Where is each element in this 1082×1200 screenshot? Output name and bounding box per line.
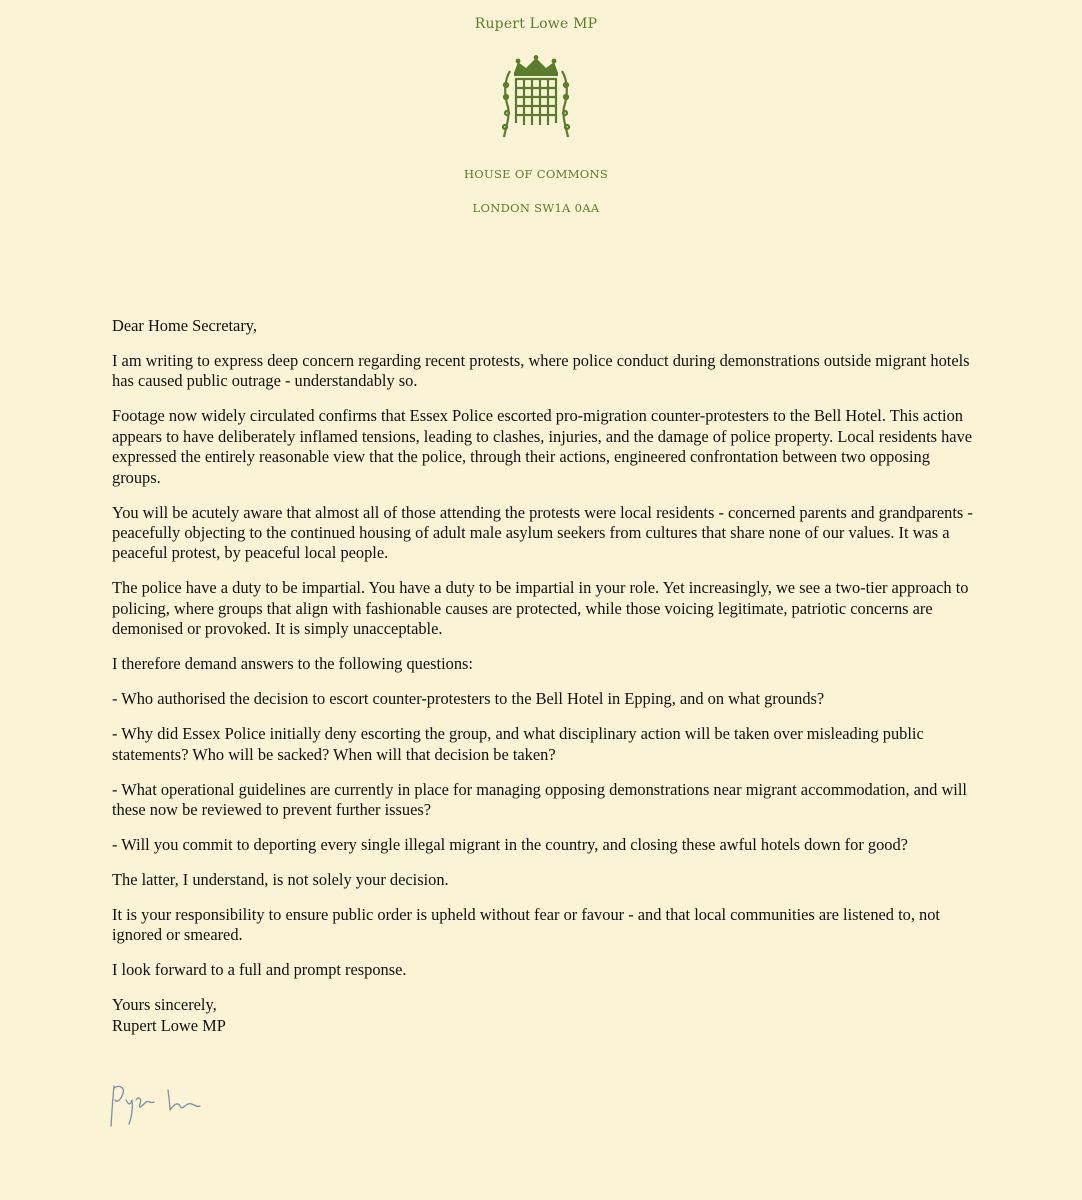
paragraph: The latter, I understand, is not solely your decision. [112, 870, 449, 890]
question-item: - Who authorised the decision to escort counter-protesters to the Bell Hotel in Epping, and on what grounds? [112, 689, 825, 709]
signatory-name: Rupert Lowe MP [112, 1015, 226, 1035]
paragraph: I am writing to express deep concern regarding recent protests, where police conduct during demonstrations outside migrant hotels has caused public outrage - understandably so. [112, 351, 970, 391]
portcullis-icon [500, 55, 572, 141]
paragraph: The police have a duty to be impartial. You have a duty to be impartial in your role. Yet increasingly, we see a two-tier approach to policing, where groups that align with fashionable causes are protected, while those voicing legitimate, patriotic concerns are demonised or provoked. It is simply unacceptable. [112, 578, 969, 639]
handwritten-signature [102, 1072, 222, 1144]
letter-body [112, 316, 982, 1036]
question-item: - Why did Essex Police initially deny escorting the group, and what disciplinary action will be taken over misleading public statements? Who will be sacked? When will that decision be taken? [112, 724, 924, 764]
closing: Yours sincerely, [112, 995, 217, 1015]
paragraph: You will be acutely aware that almost all of those attending the protests were local residents - concerned parents and grandparents - peacefully objecting to the continued housing of adult male asylum seekers from cultures that share none of our values. It was a peaceful protest, by peaceful local people. [112, 502, 973, 563]
closing-block [112, 995, 982, 1036]
paragraph: Footage now widely circulated confirms that Essex Police escorted pro-migration counter-protesters to the Bell Hotel. This action appears to have deliberately inflamed tensions, leading to clashes, injuries, and the damage of police property. Local residents have expressed the entirely reasonable view that the police, through their actions, engineered confrontation between two opposing groups. [112, 406, 973, 487]
letterhead-address: LONDON SW1A 0AA [472, 201, 600, 215]
paragraph: I look forward to a full and prompt response. [112, 960, 407, 980]
letterhead-name: Rupert Lowe MP [474, 16, 598, 32]
question-item: - Will you commit to deporting every single illegal migrant in the country, and closing these awful hotels down for good? [112, 835, 908, 855]
paragraph: It is your responsibility to ensure public order is upheld without fear or favour - and that local communities are listened to, not ignored or smeared. [112, 905, 940, 945]
paragraph: I therefore demand answers to the following questions: [112, 654, 473, 674]
salutation: Dear Home Secretary, [112, 316, 258, 335]
question-item: - What operational guidelines are currently in place for managing opposing demonstrations near migrant accommodation, and will these now be reviewed to prevent further issues? [112, 779, 967, 820]
letterhead-institution: HOUSE OF COMMONS [463, 167, 609, 181]
